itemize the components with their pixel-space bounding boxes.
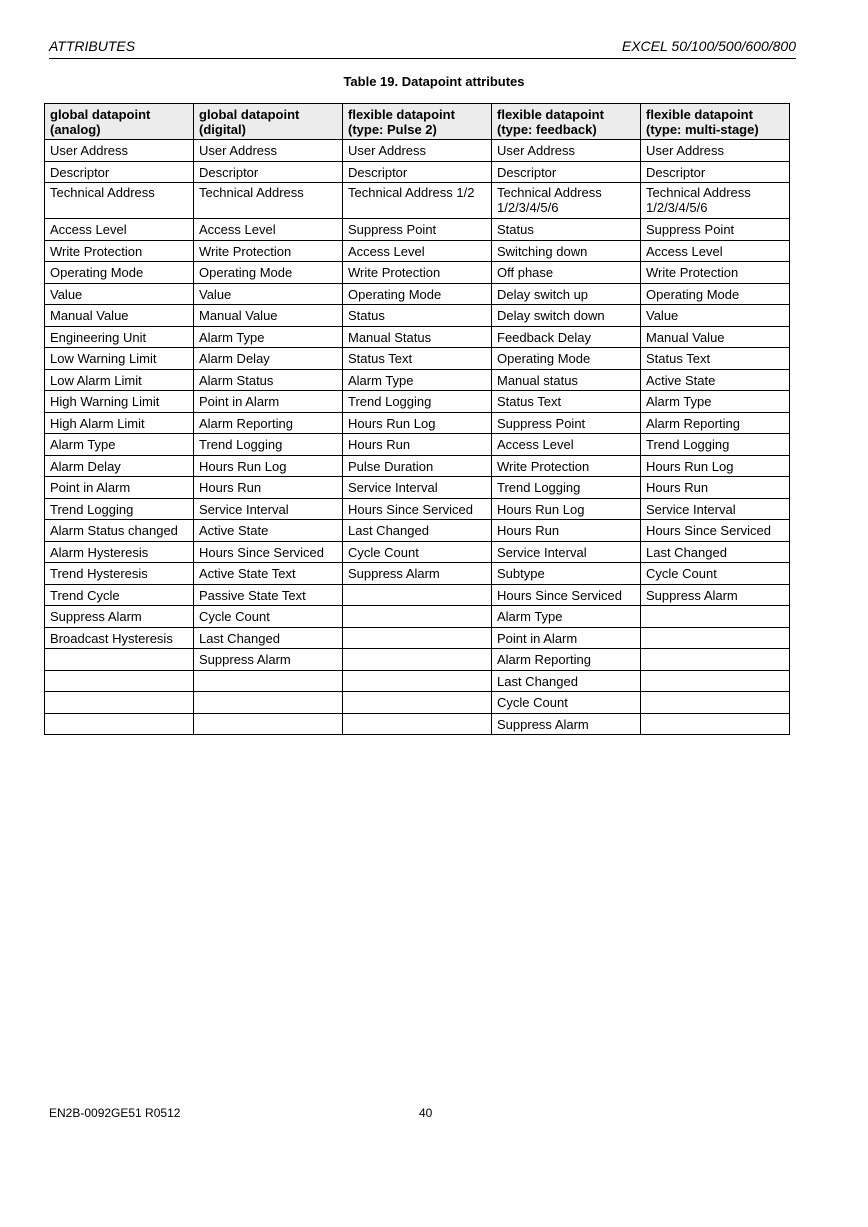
table-cell: Alarm Status bbox=[194, 369, 343, 391]
table-cell: Point in Alarm bbox=[194, 391, 343, 413]
table-cell: Manual Status bbox=[343, 326, 492, 348]
table-cell: Delay switch up bbox=[492, 283, 641, 305]
table-cell: Write Protection bbox=[45, 240, 194, 262]
table-cell: Status bbox=[343, 305, 492, 327]
table-header-row bbox=[45, 104, 790, 140]
table-cell bbox=[343, 606, 492, 628]
table-cell: User Address bbox=[45, 140, 194, 162]
table-cell: Value bbox=[641, 305, 790, 327]
table-row bbox=[45, 283, 790, 305]
table-cell: Hours Since Serviced bbox=[343, 498, 492, 520]
table-cell: Operating Mode bbox=[641, 283, 790, 305]
table-cell bbox=[343, 649, 492, 671]
table-cell: Alarm Delay bbox=[194, 348, 343, 370]
table-cell: Point in Alarm bbox=[45, 477, 194, 499]
table-cell: Write Protection bbox=[641, 262, 790, 284]
table-cell bbox=[45, 649, 194, 671]
table-cell: Switching down bbox=[492, 240, 641, 262]
table-cell: Technical Address 1/2/3/4/5/6 bbox=[492, 183, 641, 219]
table-cell: Suppress Point bbox=[641, 219, 790, 241]
table-cell: Alarm Type bbox=[641, 391, 790, 413]
table-cell bbox=[641, 627, 790, 649]
table-cell: Hours Run Log bbox=[343, 412, 492, 434]
table-row bbox=[45, 584, 790, 606]
table-cell: User Address bbox=[343, 140, 492, 162]
table-cell: Access Level bbox=[641, 240, 790, 262]
table-cell bbox=[194, 692, 343, 714]
table-cell: Hours Since Serviced bbox=[492, 584, 641, 606]
table-cell: Alarm Delay bbox=[45, 455, 194, 477]
table-row bbox=[45, 161, 790, 183]
table-cell: Hours Run bbox=[194, 477, 343, 499]
table-cell: Suppress Alarm bbox=[45, 606, 194, 628]
table-cell: Alarm Reporting bbox=[194, 412, 343, 434]
table-cell: Alarm Type bbox=[194, 326, 343, 348]
table-cell: Technical Address 1/2 bbox=[343, 183, 492, 219]
page-header bbox=[49, 38, 796, 59]
table-cell: Descriptor bbox=[641, 161, 790, 183]
table-cell bbox=[343, 713, 492, 735]
table-cell: Hours Since Serviced bbox=[641, 520, 790, 542]
table-cell: Suppress Alarm bbox=[343, 563, 492, 585]
table-cell: Broadcast Hysteresis bbox=[45, 627, 194, 649]
table-cell: Alarm Type bbox=[492, 606, 641, 628]
table-cell: Service Interval bbox=[492, 541, 641, 563]
table-row bbox=[45, 412, 790, 434]
table-cell bbox=[194, 670, 343, 692]
table-row bbox=[45, 520, 790, 542]
table-cell: Last Changed bbox=[641, 541, 790, 563]
table-body bbox=[45, 140, 790, 735]
table-cell: Access Level bbox=[45, 219, 194, 241]
table-cell: Low Warning Limit bbox=[45, 348, 194, 370]
table-cell: Cycle Count bbox=[194, 606, 343, 628]
table-cell: Delay switch down bbox=[492, 305, 641, 327]
table-cell bbox=[641, 606, 790, 628]
column-header: global datapoint (digital) bbox=[194, 104, 343, 140]
table-cell: Feedback Delay bbox=[492, 326, 641, 348]
table-cell bbox=[641, 713, 790, 735]
table-cell: Off phase bbox=[492, 262, 641, 284]
table-row bbox=[45, 627, 790, 649]
table-cell: Hours Run bbox=[492, 520, 641, 542]
table-row bbox=[45, 692, 790, 714]
table-cell bbox=[343, 670, 492, 692]
table-cell: User Address bbox=[492, 140, 641, 162]
table-cell: Low Alarm Limit bbox=[45, 369, 194, 391]
table-cell: Passive State Text bbox=[194, 584, 343, 606]
table-cell: Status Text bbox=[492, 391, 641, 413]
table-cell: Hours Run bbox=[343, 434, 492, 456]
table-cell: Alarm Reporting bbox=[492, 649, 641, 671]
table-cell: Trend Logging bbox=[641, 434, 790, 456]
table-row bbox=[45, 219, 790, 241]
table-cell: User Address bbox=[641, 140, 790, 162]
table-cell bbox=[641, 649, 790, 671]
table-row bbox=[45, 305, 790, 327]
table-cell: Hours Run bbox=[641, 477, 790, 499]
table-cell: Manual Value bbox=[641, 326, 790, 348]
table-cell: Cycle Count bbox=[492, 692, 641, 714]
table-cell: Technical Address bbox=[45, 183, 194, 219]
table-row bbox=[45, 391, 790, 413]
table-cell: Value bbox=[194, 283, 343, 305]
table-row bbox=[45, 434, 790, 456]
table-cell: Suppress Alarm bbox=[641, 584, 790, 606]
table-cell: Status Text bbox=[641, 348, 790, 370]
table-title: Table 19. Datapoint attributes bbox=[343, 74, 525, 89]
table-cell: Alarm Type bbox=[343, 369, 492, 391]
table-cell bbox=[45, 670, 194, 692]
page-number: 40 bbox=[419, 1106, 433, 1120]
table-cell: Descriptor bbox=[194, 161, 343, 183]
table-cell: Hours Run Log bbox=[641, 455, 790, 477]
table-row bbox=[45, 498, 790, 520]
table-row bbox=[45, 183, 790, 219]
table-cell: Access Level bbox=[194, 219, 343, 241]
table-cell: Manual Value bbox=[45, 305, 194, 327]
table-cell bbox=[194, 713, 343, 735]
table-cell: Hours Since Serviced bbox=[194, 541, 343, 563]
table-cell: Access Level bbox=[492, 434, 641, 456]
table-cell: Suppress Point bbox=[343, 219, 492, 241]
table-cell: Alarm Type bbox=[45, 434, 194, 456]
table-cell: Subtype bbox=[492, 563, 641, 585]
table-cell: Write Protection bbox=[343, 262, 492, 284]
table-row bbox=[45, 670, 790, 692]
table-cell: Value bbox=[45, 283, 194, 305]
table-cell: Alarm Hysteresis bbox=[45, 541, 194, 563]
table-cell: Trend Logging bbox=[45, 498, 194, 520]
table-cell: Pulse Duration bbox=[343, 455, 492, 477]
table-cell: Technical Address 1/2/3/4/5/6 bbox=[641, 183, 790, 219]
table-cell: Operating Mode bbox=[45, 262, 194, 284]
table-cell: Last Changed bbox=[194, 627, 343, 649]
table-cell: Point in Alarm bbox=[492, 627, 641, 649]
datapoint-attributes-table bbox=[44, 103, 790, 735]
table-cell: Suppress Alarm bbox=[194, 649, 343, 671]
section-title: ATTRIBUTES bbox=[49, 38, 136, 54]
table-cell: Suppress Alarm bbox=[492, 713, 641, 735]
table-cell: Write Protection bbox=[492, 455, 641, 477]
table-cell: Alarm Status changed bbox=[45, 520, 194, 542]
table-row bbox=[45, 606, 790, 628]
table-cell: Service Interval bbox=[194, 498, 343, 520]
table-cell: Hours Run Log bbox=[492, 498, 641, 520]
table-cell: Service Interval bbox=[641, 498, 790, 520]
table-cell: Trend Hysteresis bbox=[45, 563, 194, 585]
table-cell: Access Level bbox=[343, 240, 492, 262]
table-cell: Active State bbox=[641, 369, 790, 391]
table-row bbox=[45, 455, 790, 477]
table-cell: Trend Logging bbox=[343, 391, 492, 413]
product-title: EXCEL 50/100/500/600/800 bbox=[621, 38, 796, 54]
table-cell: Cycle Count bbox=[641, 563, 790, 585]
table-cell bbox=[45, 713, 194, 735]
table-cell: Service Interval bbox=[343, 477, 492, 499]
table-row bbox=[45, 477, 790, 499]
table-cell bbox=[45, 692, 194, 714]
column-header: global datapoint (analog) bbox=[45, 104, 194, 140]
column-header: flexible datapoint (type: feedback) bbox=[492, 104, 641, 140]
table-cell: Write Protection bbox=[194, 240, 343, 262]
table-cell: High Warning Limit bbox=[45, 391, 194, 413]
table-cell: Operating Mode bbox=[194, 262, 343, 284]
table-cell: Operating Mode bbox=[343, 283, 492, 305]
table-cell: Cycle Count bbox=[343, 541, 492, 563]
table-cell: Manual Value bbox=[194, 305, 343, 327]
table-cell bbox=[343, 584, 492, 606]
table-cell: Suppress Point bbox=[492, 412, 641, 434]
table-cell bbox=[641, 670, 790, 692]
table-cell: High Alarm Limit bbox=[45, 412, 194, 434]
table-cell: Last Changed bbox=[343, 520, 492, 542]
table-cell: Hours Run Log bbox=[194, 455, 343, 477]
table-cell: Trend Logging bbox=[492, 477, 641, 499]
table-cell: Operating Mode bbox=[492, 348, 641, 370]
table-cell: Active State Text bbox=[194, 563, 343, 585]
table-row bbox=[45, 713, 790, 735]
table-cell: Status bbox=[492, 219, 641, 241]
table-cell: Status Text bbox=[343, 348, 492, 370]
table-cell: Descriptor bbox=[492, 161, 641, 183]
table-row bbox=[45, 369, 790, 391]
table-row bbox=[45, 262, 790, 284]
table-cell bbox=[343, 692, 492, 714]
table-cell: Descriptor bbox=[45, 161, 194, 183]
table-row bbox=[45, 541, 790, 563]
table-cell: Manual status bbox=[492, 369, 641, 391]
table-row bbox=[45, 563, 790, 585]
table-cell: Trend Logging bbox=[194, 434, 343, 456]
table-cell: Engineering Unit bbox=[45, 326, 194, 348]
table-cell: Alarm Reporting bbox=[641, 412, 790, 434]
table-cell: Active State bbox=[194, 520, 343, 542]
table-cell: Trend Cycle bbox=[45, 584, 194, 606]
document-number: EN2B-0092GE51 R0512 bbox=[49, 1106, 181, 1120]
table-cell bbox=[343, 627, 492, 649]
table-cell: Technical Address bbox=[194, 183, 343, 219]
table-row bbox=[45, 326, 790, 348]
table-cell: User Address bbox=[194, 140, 343, 162]
table-cell: Descriptor bbox=[343, 161, 492, 183]
column-header: flexible datapoint (type: Pulse 2) bbox=[343, 104, 492, 140]
table-row bbox=[45, 140, 790, 162]
table-cell bbox=[641, 692, 790, 714]
table-row bbox=[45, 649, 790, 671]
column-header: flexible datapoint (type: multi-stage) bbox=[641, 104, 790, 140]
table-row bbox=[45, 348, 790, 370]
table-row bbox=[45, 240, 790, 262]
table-cell: Last Changed bbox=[492, 670, 641, 692]
